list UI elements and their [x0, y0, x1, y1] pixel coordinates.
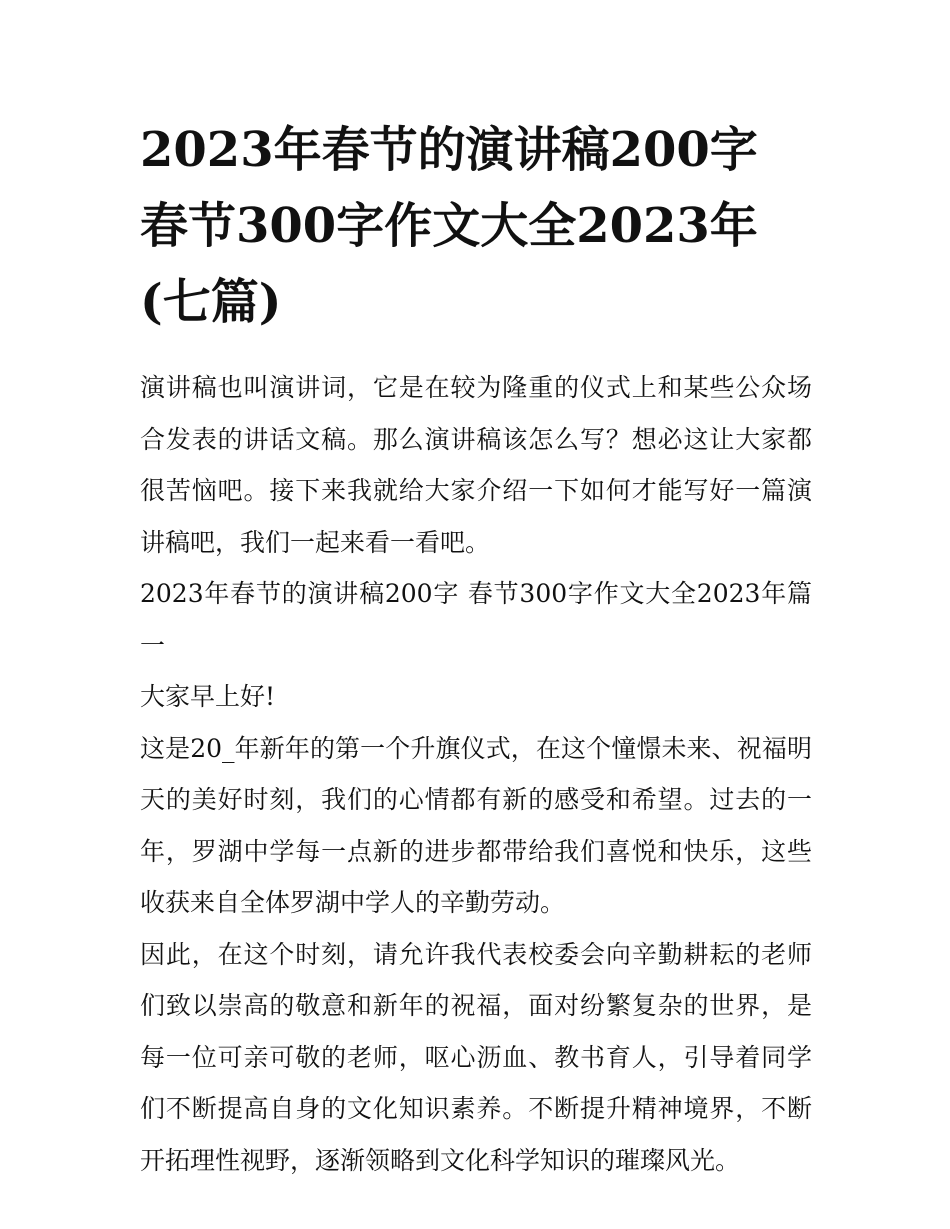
body-paragraph: 这是20_年新年的第一个升旗仪式，在这个憧憬未来、祝福明天的美好时刻，我们的心情都有新的感受和希望。过去的一年，罗湖中学每一点新的进步都带给我们喜悦和快乐，这些收获来自全体罗湖中学人的辛勤劳动。	[140, 733, 812, 917]
section-heading: 2023年春节的演讲稿200字 春节300字作文大全2023年篇一	[140, 579, 812, 660]
body-paragraph: 因此，在这个时刻，请允许我代表校委会向辛勤耕耘的老师们致以崇高的敬意和新年的祝福，面对纷繁复杂的世界，是每一位可亲可敬的老师，呕心沥血、教书育人，引导着同学们不断提高自身的文化知识素养。不断提升精神境界，不断开拓理性视野，逐渐领略到文化科学知识的璀璨风光。	[140, 939, 812, 1175]
greeting-paragraph: 大家早上好!	[140, 682, 276, 711]
document-title: 2023年春节的演讲稿200字 春节300字作文大全2023年(七篇)	[140, 122, 758, 330]
intro-paragraph: 演讲稿也叫演讲词，它是在较为隆重的仪式上和某些公众场合发表的讲话文稿。那么演讲稿该怎么写？想必这让大家都很苦恼吧。接下来我就给大家介绍一下如何才能写好一篇演讲稿吧，我们一起来看一看吧。	[140, 373, 812, 557]
document-body	[140, 362, 812, 1186]
document-page	[140, 112, 812, 1186]
